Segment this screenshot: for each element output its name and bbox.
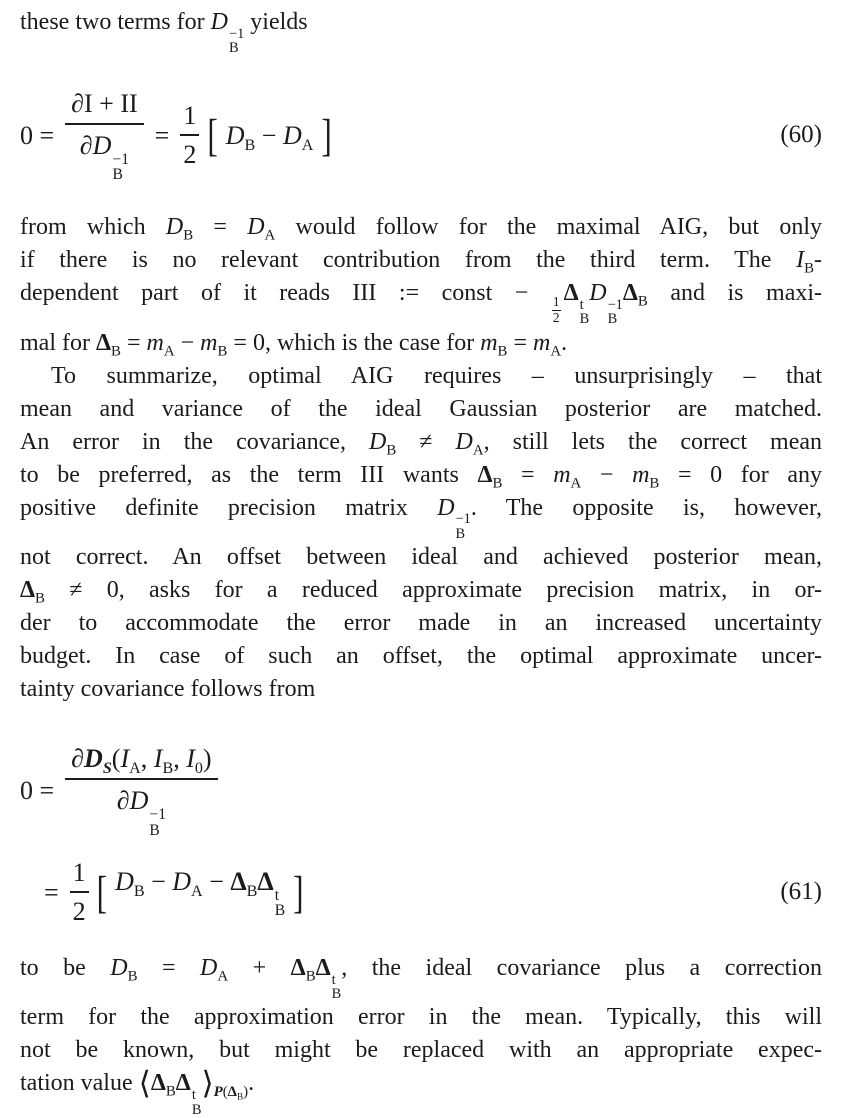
open-bracket: [ (207, 109, 218, 161)
fraction-denominator: ∂D −1 B (79, 130, 130, 184)
text-line: tainty covariance follows from (20, 676, 316, 703)
text-line: dependent part of it reads III := const − $\frac{1}{2}$ Δ t B D −1 B $\Delta_B$ and is maxi- (20, 279, 823, 328)
text-line: positive definite precision matrix D −1 B . The opposite is, however, (20, 494, 822, 542)
close-bracket: ] (321, 109, 332, 161)
fraction-numerator: ∂I + II (65, 87, 144, 125)
eq60-half-fraction (180, 100, 199, 170)
eq61b-rhs: $D_B - D_A - \Delta_B\Delta$ t B (115, 867, 286, 920)
text-line: An error in the covariance, $D_B \ne D_A$, still lets the correct mean (20, 428, 822, 459)
fraction-numerator: 1 (180, 100, 199, 136)
text-line: tation value $⟨\Delta_B\Delta$ t B $⟩_{P(\Delta_B)}$. (20, 1066, 255, 1118)
text-line: mal for $\Delta_B = m_A - m_B = 0$, which is the case for $m_B = m_A$. (20, 329, 568, 360)
eq61b-equals: = (44, 877, 59, 907)
equation-60 (20, 87, 822, 184)
equation-number: (61) (780, 878, 822, 906)
eq60-rhs: $D_B - D_A$ (225, 120, 314, 154)
text-line: $\Delta_B \ne 0$, asks for a reduced approximate precision matrix, in or- (20, 577, 822, 607)
eq60-lhs: 0 = (20, 120, 55, 150)
equation-number: (60) (780, 121, 822, 149)
paragraph-from-which (20, 211, 822, 360)
text-line: mean and variance of the ideal Gaussian posterior are matched. (20, 395, 822, 422)
fraction-denominator: 2 (183, 140, 197, 170)
text-line: der to accommodate the error made in an increased uncertainty (20, 610, 822, 637)
fraction-numerator: 1 (70, 857, 89, 893)
text-line: budget. In case of such an offset, the optimal approximate uncer- (20, 643, 822, 670)
eq60-main-fraction (65, 87, 144, 184)
eq61a-main-fraction (65, 742, 217, 839)
paragraph-to-summarize (20, 360, 822, 707)
fraction-numerator: $\partial D_S(I_A$, $I_B$, $I_0$) (65, 742, 217, 780)
eq61a-lhs: 0 = (20, 776, 55, 806)
text-line: to be preferred, as the term III wants $\Delta_B = m_A - m_B = 0$ for any (20, 461, 822, 492)
equation-61-line1 (20, 742, 822, 839)
intro-line: these two terms for D −1 B yields (20, 9, 308, 57)
close-bracket: ] (293, 866, 304, 918)
fraction-denominator: 2 (72, 897, 86, 927)
text-line: not correct. An offset between ideal and achieved posterior mean, (20, 544, 822, 571)
paragraph-to-be (20, 952, 822, 1117)
open-bracket: [ (96, 866, 108, 918)
eq60-equals: = (154, 120, 170, 150)
text-line: term for the approximation error in the mean. Typically, this will (20, 1004, 822, 1031)
fraction-denominator: ∂D −1 B (116, 786, 166, 839)
text-line: not be known, but might be replaced with an appropriate expec- (20, 1037, 822, 1064)
text-line: to be $D_B = D_A + \Delta_B\Delta$ t B , the ideal covariance plus a correction (20, 954, 822, 1002)
eq61b-half-fraction (70, 857, 89, 927)
equation-61-line2 (20, 857, 822, 927)
text-line: To summarize, optimal AIG requires – unsurprisingly – that (51, 362, 822, 389)
text-line: if there is no relevant contribution from the third term. The $I_B-$ (20, 246, 822, 277)
text-line: from which $D_B = D_A$ would follow for the maximal AIG, but only (20, 213, 823, 244)
